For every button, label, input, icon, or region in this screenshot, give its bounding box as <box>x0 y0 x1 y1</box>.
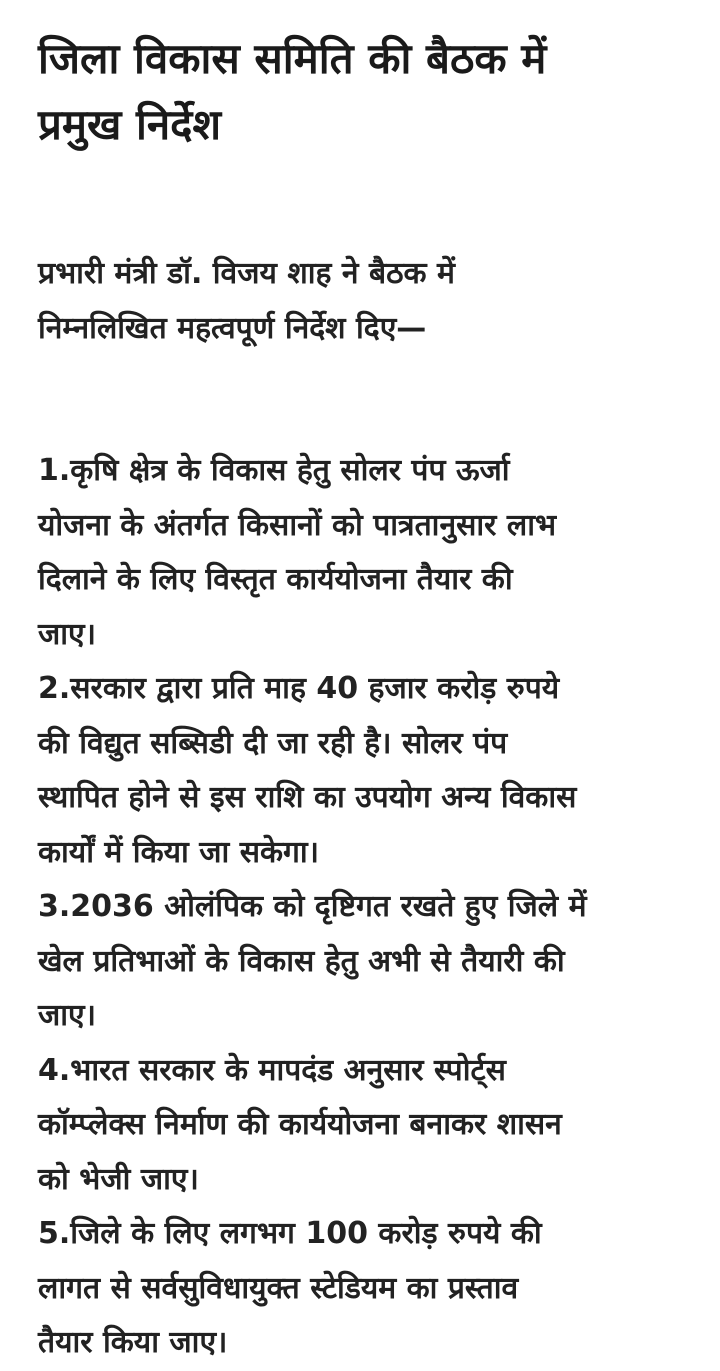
directive-line: खेल प्रतिभाओं के विकास हेतु अभी से तैयारी की <box>38 943 565 979</box>
title-line: प्रमुख निर्देश <box>38 100 222 149</box>
directive-line: योजना के अंतर्गत किसानों को पात्रतानुसार लाभ <box>38 507 557 543</box>
directive-item-3 <box>38 880 692 1044</box>
directive-item-4 <box>38 1044 692 1208</box>
directive-line: 1.कृषि क्षेत्र के विकास हेतु सोलर पंप ऊर्जा <box>38 453 510 488</box>
title-line: जिला विकास समिति की बैठक में <box>38 34 547 83</box>
directive-line: 5.जिले के लिए लगभग 100 करोड़ रुपये की <box>38 1216 542 1251</box>
intro-line: प्रभारी मंत्री डॉ. विजय शाह ने बैठक में <box>38 256 455 291</box>
directive-item-1 <box>38 444 692 662</box>
directive-line: जाए। <box>38 616 96 652</box>
article-title <box>38 26 692 158</box>
intro-line: निम्नलिखित महत्वपूर्ण निर्देश दिए— <box>38 311 427 346</box>
directive-line: जाए। <box>38 998 96 1033</box>
directive-line: दिलाने के लिए विस्तृत कार्ययोजना तैयार की <box>38 562 513 597</box>
directive-line: 2.सरकार द्वारा प्रति माह 40 हजार करोड़ रुपये <box>38 671 560 706</box>
directive-line: तैयार किया जाए। <box>38 1325 228 1360</box>
directive-line: 4.भारत सरकार के मापदंड अनुसार स्पोर्ट्स <box>38 1052 506 1088</box>
intro-paragraph <box>38 246 692 356</box>
directive-line: कार्यों में किया जा सकेगा। <box>38 834 320 870</box>
directive-list <box>38 444 692 1371</box>
directive-line: लागत से सर्वसुविधायुक्त स्टेडियम का प्रस्ताव <box>38 1270 519 1306</box>
directive-line: कॉम्प्लेक्स निर्माण की कार्ययोजना बनाकर शासन <box>38 1107 562 1142</box>
directive-line: स्थापित होने से इस राशि का उपयोग अन्य विकास <box>38 780 577 815</box>
directive-line: को भेजी जाए। <box>38 1161 199 1197</box>
directive-item-2 <box>38 662 692 880</box>
directive-line: की विद्युत सब्सिडी दी जा रही है। सोलर पंप <box>38 725 508 761</box>
directive-line: 3.2036 ओलंपिक को दृष्टिगत रखते हुए जिले में <box>38 889 587 924</box>
